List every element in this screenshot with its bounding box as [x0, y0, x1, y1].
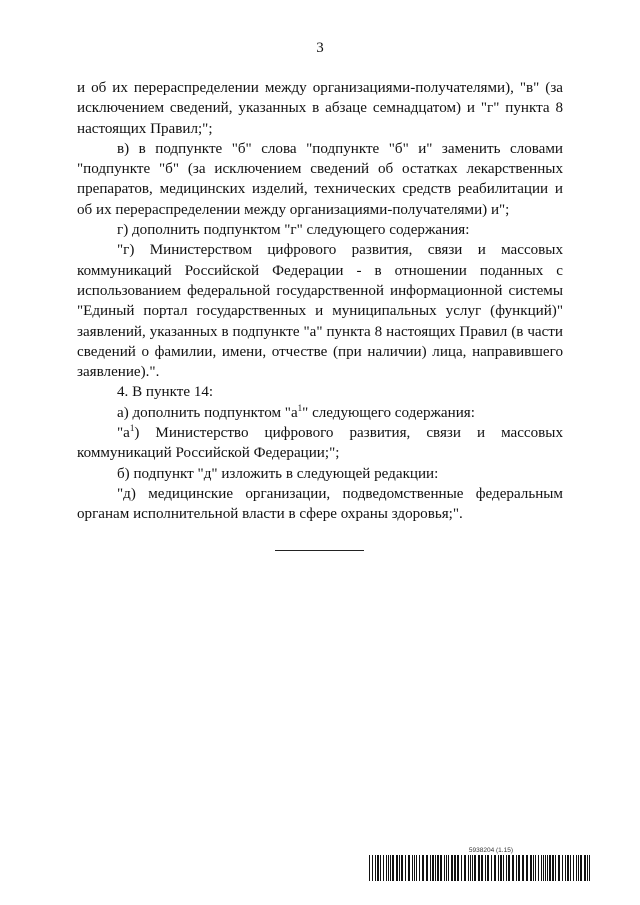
barcode-bar [416, 855, 417, 881]
barcode-bar [494, 855, 496, 881]
barcode-bar [369, 855, 370, 881]
barcode-bar [437, 855, 439, 881]
barcode-bar [567, 855, 569, 881]
barcode-bar [587, 855, 588, 881]
barcode-bar [472, 855, 473, 881]
barcode-bar [498, 855, 499, 881]
barcode-bar [545, 855, 546, 881]
paragraph: и об их перераспределении между организациями-получателями), "в" (за исключением сведений, указанных в абзаце семнадцатом) и "г" пункта 8 настоящих Правил;"; [77, 80, 563, 137]
barcode-bar [500, 855, 502, 881]
barcode-bar [446, 855, 447, 881]
barcode-bar [533, 855, 534, 881]
barcode-bar [426, 855, 428, 881]
barcode-bar [390, 855, 391, 881]
barcode-bar [535, 855, 536, 881]
barcode-bar [547, 855, 548, 881]
barcode-bar [386, 855, 387, 881]
barcode-bar [549, 855, 551, 881]
barcode-code: 5938204 (1.15) [468, 847, 513, 854]
paragraph: б) подпункт "д" изложить в следующей редакции: [117, 465, 439, 482]
barcode-bar [580, 855, 582, 881]
barcode-bar [506, 855, 507, 881]
barcode-bar [375, 855, 376, 881]
barcode-bar [481, 855, 483, 881]
barcode-bar [444, 855, 445, 881]
barcode-bar [530, 855, 532, 881]
barcode-bar [478, 855, 480, 881]
barcode-bar [408, 855, 410, 881]
barcode-bar [503, 855, 504, 881]
barcode-bar [474, 855, 476, 881]
barcode-bar [401, 855, 403, 881]
paragraph-text-after: ) Министерство цифрового развития, связи и массовых коммуникаций Российской Федерации;"; [77, 425, 563, 462]
barcode-bar [432, 855, 434, 881]
barcode-bar [518, 855, 520, 881]
paragraph [77, 403, 563, 423]
barcode-bar [573, 855, 574, 881]
barcode-bar [576, 855, 577, 881]
barcode-bar [412, 855, 413, 881]
barcode-bar [584, 855, 586, 881]
barcode-bar [461, 855, 462, 881]
barcode-bar [552, 855, 554, 881]
barcode-bar [454, 855, 456, 881]
barcode-bar [491, 855, 492, 881]
barcode-bar [558, 855, 560, 881]
barcode-bar [380, 855, 381, 881]
paragraph: г) дополнить подпунктом "г" следующего содержания: [117, 222, 470, 239]
barcode-bar [457, 855, 459, 881]
barcode-block [369, 847, 591, 881]
paragraph: "г) Министерством цифрового развития, связи и массовых коммуникаций Российской Федерации - в отношении поданных с использованием федеральной государственной информационной системы "Единый портал государственных и муниципальных услуг (функций)" заявлений, указанных в подпункте "а" пункта 8 настоящих Правил (в части сведений о фамилии, имени, отчестве (при наличии) лица, направившего заявление).". [77, 242, 563, 381]
superscript: 1 [129, 423, 135, 434]
barcode-bar [392, 855, 394, 881]
paragraph: в) в подпункте "б" слова "подпункте "б" и" заменить словами "подпункте "б" (за исключением сведений об остатках лекарственных препаратов, медицинских изделий, технических средств реабилитации и об их перераспределении между организациями-получателями) и"; [77, 140, 563, 218]
end-rule [275, 550, 364, 551]
paragraph-text-after: " следующего содержания: [302, 404, 475, 421]
barcode-bar [448, 855, 449, 881]
barcode-bar [383, 855, 384, 881]
barcode-bar [377, 855, 379, 881]
paragraph: "д) медицинские организации, подведомственные федеральным органам исполнительной власти в сфере охраны здоровья;". [77, 485, 563, 523]
barcode-bar [485, 855, 486, 881]
paragraph: 4. В пункте 14: [117, 384, 214, 401]
barcode-bar [430, 855, 431, 881]
barcode-bar [470, 855, 471, 881]
barcode-bar [405, 855, 406, 881]
barcode-bar [372, 855, 373, 881]
barcode-bar [396, 855, 398, 881]
barcode-bar [516, 855, 517, 881]
barcode-bar [468, 855, 469, 881]
paragraph-text-before: "а [117, 425, 130, 442]
barcode-bar [522, 855, 524, 881]
barcode-bar [414, 855, 415, 881]
paragraph [77, 423, 563, 464]
barcode-bar [487, 855, 489, 881]
barcode-bar [419, 855, 420, 881]
superscript: 1 [297, 402, 303, 413]
barcode-bar [538, 855, 539, 881]
barcode-bar [541, 855, 542, 881]
barcode-bar [543, 855, 544, 881]
barcode-bar [562, 855, 563, 881]
barcode-bar [589, 855, 590, 881]
document-body [77, 78, 563, 525]
barcode-bar [578, 855, 579, 881]
barcode-bar [388, 855, 389, 881]
barcode-bar [399, 855, 400, 881]
barcode-bar [422, 855, 424, 881]
barcode-bar [555, 855, 556, 881]
barcode-bar [464, 855, 466, 881]
barcode-bar [565, 855, 566, 881]
barcode-bar [526, 855, 528, 881]
barcode-bar [570, 855, 571, 881]
barcode-icon [369, 855, 591, 881]
barcode-bar [440, 855, 442, 881]
barcode-bar [435, 855, 436, 881]
paragraph-text-before: а) дополнить подпунктом "а [117, 404, 298, 421]
page-number: 3 [316, 40, 324, 56]
barcode-bar [512, 855, 514, 881]
barcode-bar [508, 855, 510, 881]
barcode-bar [451, 855, 453, 881]
